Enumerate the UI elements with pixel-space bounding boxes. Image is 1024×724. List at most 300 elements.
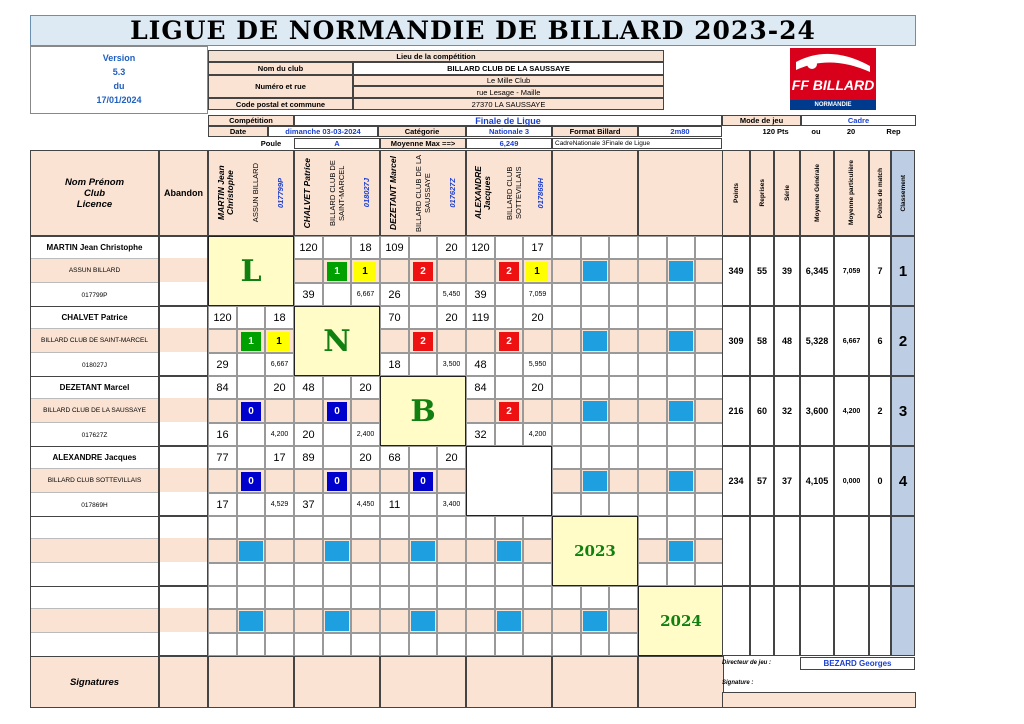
match-subcell: [581, 633, 609, 656]
match-subcell: 84: [208, 376, 237, 399]
match-subcell: [667, 236, 695, 259]
match-subcell: [552, 283, 581, 306]
player-cell-6: [30, 586, 159, 656]
match-subcell: [638, 283, 667, 306]
stat-cell: 2: [891, 306, 915, 376]
stat-cell: 7: [869, 236, 891, 306]
match-subcell: [466, 516, 495, 539]
column-player-club: ASSUN BILLARD: [251, 163, 260, 223]
match-subcell: [523, 399, 552, 423]
abandon-cell-3: [159, 376, 208, 446]
match-subcell: [294, 609, 323, 633]
match-subcell: [323, 563, 351, 586]
column-player-club: BILLARD CLUB DE SAINT-MARCEL: [328, 160, 346, 226]
stat-cell: 3: [891, 376, 915, 446]
player-lic: 017627Z: [31, 423, 158, 447]
match-subcell: 89: [294, 446, 323, 469]
match-subcell: [552, 446, 581, 469]
empty-match-marker: [583, 471, 607, 491]
match-subcell: [466, 329, 495, 353]
rue-value-2: rue Lesage - Maille: [353, 86, 664, 98]
match-subcell: [523, 329, 552, 353]
stat-header-4: [834, 150, 869, 236]
match-subcell: [265, 633, 294, 656]
column-header-1: [208, 150, 294, 236]
abandon-cell-5: [159, 516, 208, 586]
match-subcell: [323, 446, 351, 469]
player-header: Nom Prénom Club Licence: [30, 150, 159, 236]
match-subcell: [294, 469, 323, 493]
stat-cell: 2: [869, 376, 891, 446]
stat-cell: [750, 516, 774, 586]
match-subcell: [638, 259, 667, 283]
match-subcell: [409, 353, 437, 376]
match-subcell: [638, 516, 667, 539]
match-subcell: 29: [208, 353, 237, 376]
page-title: LIGUE DE NORMANDIE DE BILLARD 2023-24: [30, 15, 916, 46]
match-subcell: [609, 376, 638, 399]
match-subcell: 77: [208, 446, 237, 469]
match-subcell: [380, 539, 409, 563]
rue-label: Numéro et rue: [208, 75, 353, 98]
match-subcell: [638, 446, 667, 469]
match-subcell: [667, 376, 695, 399]
match-subcell: [695, 236, 724, 259]
diagonal-cell-4: [466, 446, 552, 516]
match-subcell: 20: [294, 423, 323, 446]
stat-cell: 4,105: [800, 446, 834, 516]
match-subcell: 20: [351, 376, 380, 399]
match-subcell: 17: [208, 493, 237, 516]
stat-cell: [891, 586, 915, 656]
match-subcell: [609, 329, 638, 353]
match-subcell: [208, 539, 237, 563]
empty-match-marker: [669, 331, 693, 351]
match-points-badge: 0: [241, 472, 261, 491]
match-subcell: [695, 469, 724, 493]
match-subcell: [609, 493, 638, 516]
format-label: Format Billard: [552, 126, 638, 137]
column-header-5: [552, 150, 638, 236]
match-subcell: [609, 586, 638, 609]
abandon-header: Abandon: [159, 150, 208, 236]
stat-cell: 48: [774, 306, 800, 376]
club-value: BILLARD CLUB DE LA SAUSSAYE: [353, 62, 664, 75]
player-lic: 017799P: [31, 283, 158, 307]
empty-match-marker: [239, 611, 263, 631]
match-subcell: [638, 539, 667, 563]
match-subcell: [552, 236, 581, 259]
match-subcell: [380, 633, 409, 656]
stat-header-label: Moyenne particulière: [848, 160, 855, 226]
match-subcell: 119: [466, 306, 495, 329]
stat-cell: 6,345: [800, 236, 834, 306]
match-subcell: [495, 283, 523, 306]
player-club: [31, 609, 158, 633]
match-subcell: 26: [380, 283, 409, 306]
stat-cell: 5,328: [800, 306, 834, 376]
stat-cell: 6: [869, 306, 891, 376]
match-subcell: [609, 633, 638, 656]
match-subcell: [323, 423, 351, 446]
match-subcell: [609, 423, 638, 446]
match-subcell: [409, 493, 437, 516]
match-subcell: [409, 283, 437, 306]
mode-value: Cadre: [801, 115, 916, 126]
match-subcell: [294, 586, 323, 609]
stat-header-label: Classement: [899, 174, 907, 212]
match-subcell: 20: [265, 376, 294, 399]
match-subcell: [323, 283, 351, 306]
lieu-header: Lieu de la compétition: [208, 50, 664, 62]
column-player-name: CHALVET Patrice: [302, 157, 312, 229]
empty-match-marker: [583, 261, 607, 281]
player-name: [31, 517, 158, 539]
stat-cell: 55: [750, 236, 774, 306]
match-subcell: [265, 539, 294, 563]
match-subcell: [351, 586, 380, 609]
match-subcell: 84: [466, 376, 495, 399]
stat-header-0: [722, 150, 750, 236]
match-subcell: [237, 586, 265, 609]
match-subcell: [380, 516, 409, 539]
ffb-logo: [790, 48, 876, 110]
stat-cell: 60: [750, 376, 774, 446]
match-subcell: [323, 586, 351, 609]
empty-match-marker: [669, 541, 693, 561]
match-points-badge: 0: [327, 472, 347, 491]
match-subcell: [495, 376, 523, 399]
empty-match-marker: [583, 331, 607, 351]
match-points-badge: 0: [413, 472, 433, 491]
match-subcell: [323, 376, 351, 399]
pts-value: 120: [762, 127, 775, 136]
match-subcell: [437, 516, 466, 539]
match-subcell: [208, 563, 237, 586]
match-subcell: [437, 609, 466, 633]
format-value: 2m80: [638, 126, 722, 137]
player-club: [31, 539, 158, 563]
match-subcell: [265, 516, 294, 539]
match-subcell: 4,529: [265, 493, 294, 516]
match-subcell: [695, 423, 724, 446]
rue-value-1: Le Mille Club: [353, 75, 664, 86]
date-label: Date: [208, 126, 268, 137]
player-lic: 018027J: [31, 353, 158, 377]
signature-box: [208, 656, 294, 708]
directeur-label: Directeur de jeu :: [722, 660, 772, 666]
stat-cell: 57: [750, 446, 774, 516]
player-lic: 017869H: [31, 493, 158, 517]
stat-cell: [834, 516, 869, 586]
match-subcell: [667, 446, 695, 469]
column-header-3: [380, 150, 466, 236]
match-subcell: [523, 516, 552, 539]
player-name: DEZETANT Marcel: [31, 377, 158, 399]
match-subcell: [409, 516, 437, 539]
match-subcell: [552, 306, 581, 329]
poule-value: A: [294, 138, 380, 149]
match-subcell: 5,950: [523, 353, 552, 376]
match-subcell: [609, 399, 638, 423]
match-subcell: 39: [294, 283, 323, 306]
match-subcell: [495, 423, 523, 446]
diagonal-cell-6: 2024: [638, 586, 724, 656]
stat-header-6: [891, 150, 915, 236]
match-subcell: [380, 329, 409, 353]
match-subcell: [466, 399, 495, 423]
diagonal-cell-1: L: [208, 236, 294, 306]
match-subcell: [638, 306, 667, 329]
match-subcell: [380, 586, 409, 609]
match-subcell: [237, 376, 265, 399]
match-subcell: 68: [380, 446, 409, 469]
match-subcell: [409, 586, 437, 609]
match-subcell: [523, 586, 552, 609]
match-subcell: [495, 353, 523, 376]
empty-match-marker: [669, 261, 693, 281]
match-subcell: [695, 516, 724, 539]
stat-cell: 39: [774, 236, 800, 306]
stat-cell: 1: [891, 236, 915, 306]
ou-label: ou: [811, 127, 821, 136]
match-subcell: [265, 609, 294, 633]
match-subcell: [466, 563, 495, 586]
match-subcell: [265, 563, 294, 586]
match-subcell: [351, 539, 380, 563]
stat-cell: 0: [869, 446, 891, 516]
stat-cell: [774, 586, 800, 656]
abandon-cell-1: [159, 236, 208, 306]
empty-match-marker: [583, 611, 607, 631]
stat-cell: [800, 586, 834, 656]
match-subcell: [409, 236, 437, 259]
signature-box: [638, 656, 724, 708]
match-subcell: [695, 283, 724, 306]
match-points-badge: 1: [327, 262, 347, 281]
player-club: BILLARD CLUB DE LA SAUSSAYE: [31, 399, 158, 423]
stat-header-2: [774, 150, 800, 236]
column-player-name: DEZETANT Marcel: [388, 156, 398, 230]
match-subcell: 37: [294, 493, 323, 516]
stat-header-3: [800, 150, 834, 236]
abandon-cell-2: [159, 306, 208, 376]
match-subcell: 3,500: [437, 353, 466, 376]
rep-value: 20: [846, 127, 856, 136]
match-subcell: [437, 469, 466, 493]
match-subcell: [323, 236, 351, 259]
match-subcell: [581, 493, 609, 516]
stat-cell: [722, 516, 750, 586]
match-subcell: [695, 539, 724, 563]
match-subcell: [437, 563, 466, 586]
player-lic: [31, 563, 158, 587]
match-subcell: 4,200: [265, 423, 294, 446]
stat-header-label: Points: [732, 183, 740, 203]
match-subcell: 5,450: [437, 283, 466, 306]
match-subcell: [495, 563, 523, 586]
match-subcell: [581, 353, 609, 376]
match-subcell: [581, 236, 609, 259]
match-subcell: [609, 609, 638, 633]
match-subcell: [667, 516, 695, 539]
match-subcell: [495, 306, 523, 329]
stat-header-label: Série: [783, 185, 791, 201]
match-subcell: 120: [208, 306, 237, 329]
date-value: dimanche 03-03-2024: [268, 126, 378, 137]
match-subcell: 20: [351, 446, 380, 469]
match-subcell: [638, 423, 667, 446]
empty-match-marker: [669, 471, 693, 491]
stat-header-5: [869, 150, 891, 236]
column-player-lic: 017627Z: [448, 178, 457, 208]
match-subcell: [638, 376, 667, 399]
stat-header-label: Moyenne Générale: [813, 164, 821, 222]
match-subcell: [323, 493, 351, 516]
match-subcell: [208, 329, 237, 353]
match-subcell: [294, 539, 323, 563]
match-subcell: [581, 376, 609, 399]
empty-match-marker: [497, 611, 521, 631]
match-subcell: [667, 563, 695, 586]
match-subcell: [294, 563, 323, 586]
match-subcell: [552, 633, 581, 656]
empty-match-marker: [411, 611, 435, 631]
stat-header-label: Points de match: [876, 167, 884, 219]
version-num: 5.3: [112, 67, 126, 77]
match-subcell: [609, 306, 638, 329]
match-subcell: [323, 516, 351, 539]
match-subcell: [409, 633, 437, 656]
match-subcell: [351, 633, 380, 656]
column-player-lic: 017799P: [276, 177, 285, 209]
match-subcell: [351, 609, 380, 633]
match-subcell: [667, 283, 695, 306]
match-points-badge: 1: [241, 332, 261, 351]
match-subcell: [695, 329, 724, 353]
cp-label: Code postal et commune: [208, 98, 353, 110]
column-player-club: BILLARD CLUB SOTTEVILLAIS: [504, 166, 523, 220]
stat-cell: [869, 586, 891, 656]
match-subcell: [609, 469, 638, 493]
column-player-lic: 017869H: [535, 177, 545, 209]
stat-cell: [722, 586, 750, 656]
match-subcell: 4,450: [351, 493, 380, 516]
match-subcell: [237, 493, 265, 516]
match-points-badge: 2: [499, 332, 519, 351]
club-label: Nom du club: [208, 62, 353, 75]
player-cell-1: [30, 236, 159, 306]
version-box: [30, 46, 208, 114]
match-subcell: [323, 633, 351, 656]
match-subcell: [437, 259, 466, 283]
match-subcell: [581, 283, 609, 306]
match-subcell: [695, 493, 724, 516]
match-subcell: [351, 469, 380, 493]
signature-label: Signature :: [722, 680, 754, 686]
stat-header-1: [750, 150, 774, 236]
match-subcell: [409, 563, 437, 586]
moyenne-label: Moyenne Max ==>: [380, 138, 466, 149]
match-subcell: [437, 633, 466, 656]
empty-match-marker: [411, 541, 435, 561]
match-subcell: [237, 353, 265, 376]
diagonal-cell-5: 2023: [552, 516, 638, 586]
match-subcell: [552, 399, 581, 423]
match-subcell: [638, 399, 667, 423]
match-points-badge: 2: [413, 332, 433, 351]
stat-cell: 4: [891, 446, 915, 516]
moyenne-value: 6,249: [466, 138, 552, 149]
match-subcell: [695, 563, 724, 586]
signature-area: [722, 692, 916, 708]
match-points-badge: 0: [241, 402, 261, 421]
abandon-cell-6: [159, 586, 208, 656]
column-player-name: ALEXANDRE Jacques: [472, 166, 492, 220]
match-subcell: 120: [466, 236, 495, 259]
match-subcell: 70: [380, 306, 409, 329]
player-cell-5: [30, 516, 159, 586]
stat-cell: 58: [750, 306, 774, 376]
match-subcell: [437, 539, 466, 563]
match-subcell: 39: [466, 283, 495, 306]
player-name: MARTIN Jean Christophe: [31, 237, 158, 259]
match-subcell: [237, 563, 265, 586]
match-subcell: [552, 586, 581, 609]
match-subcell: [409, 306, 437, 329]
match-subcell: [638, 493, 667, 516]
match-subcell: [380, 609, 409, 633]
player-cell-4: [30, 446, 159, 516]
match-points-badge: 2: [499, 402, 519, 421]
match-subcell: [351, 516, 380, 539]
match-subcell: [495, 633, 523, 656]
match-subcell: [265, 469, 294, 493]
match-subcell: [609, 283, 638, 306]
match-subcell: [552, 609, 581, 633]
version-label: Version: [102, 53, 136, 63]
match-subcell: 4,200: [523, 423, 552, 446]
match-subcell: [552, 423, 581, 446]
match-subcell: [695, 353, 724, 376]
match-subcell: 32: [466, 423, 495, 446]
signature-box: [466, 656, 552, 708]
abandon-cell-4: [159, 446, 208, 516]
match-subcell: [294, 259, 323, 283]
signature-box: [294, 656, 380, 708]
competition-label: Compétition: [208, 115, 294, 126]
match-subcell: [581, 446, 609, 469]
match-subcell: [294, 399, 323, 423]
column-header-2: [294, 150, 380, 236]
match-subcell: [208, 586, 237, 609]
match-subcell: [466, 259, 495, 283]
match-points-badge: 2: [499, 262, 519, 281]
signatures-label: Signatures: [30, 656, 159, 708]
match-subcell: [638, 469, 667, 493]
stat-cell: 0,000: [834, 446, 869, 516]
match-subcell: 20: [437, 306, 466, 329]
match-subcell: [237, 423, 265, 446]
match-subcell: [409, 446, 437, 469]
match-subcell: [466, 586, 495, 609]
poule-label: Poule: [260, 139, 282, 148]
diagonal-cell-2: N: [294, 306, 380, 376]
match-subcell: [265, 586, 294, 609]
match-subcell: [237, 516, 265, 539]
match-points-badge: 0: [327, 402, 347, 421]
empty-match-marker: [325, 611, 349, 631]
